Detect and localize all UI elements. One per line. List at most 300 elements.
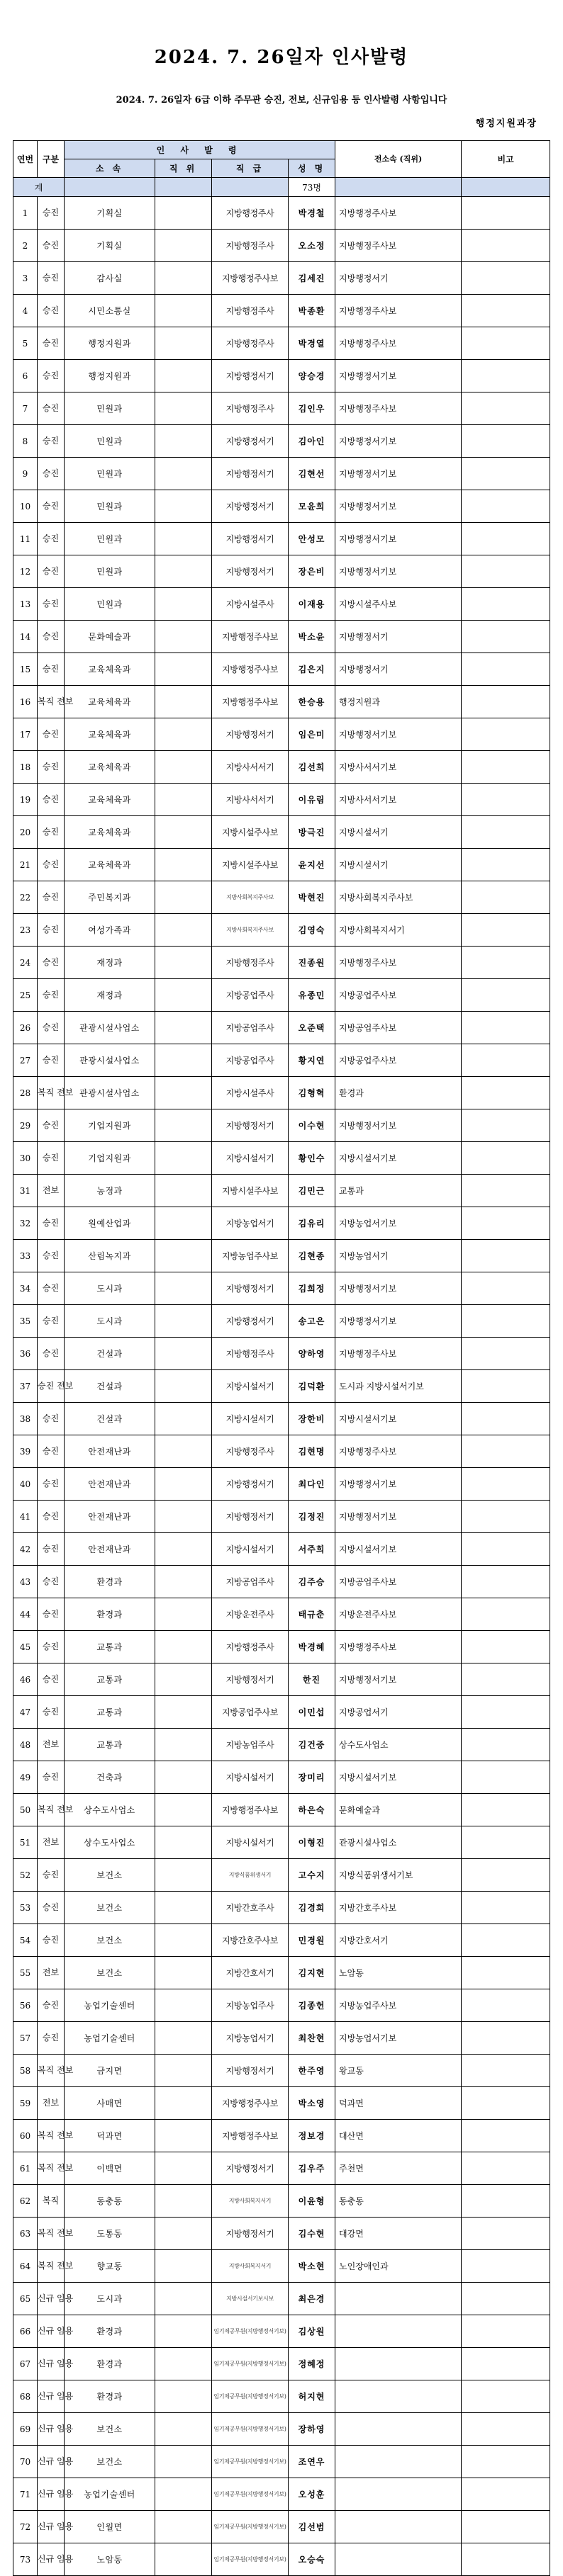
row-destination: 지방행정주사보	[335, 230, 462, 262]
row-destination: 상수도사업소	[335, 1729, 462, 1761]
row-destination: 지방사회복지서기	[335, 914, 462, 947]
row-destination: 지방시설서기보	[335, 1142, 462, 1175]
row-position	[155, 1240, 212, 1272]
row-position	[155, 425, 212, 458]
row-rank: 지방행정서기	[212, 490, 289, 523]
table-row	[13, 1305, 550, 1338]
row-note	[462, 1533, 550, 1566]
row-rank: 임기제공무원(지방행정서기보)	[212, 2348, 289, 2380]
row-office: 교육체육과	[65, 784, 155, 816]
row-destination: 지방행정주사보	[335, 327, 462, 360]
row-destination: 지방공업주사보	[335, 1012, 462, 1044]
table-row	[13, 1957, 550, 1989]
row-note	[462, 490, 550, 523]
row-note	[462, 947, 550, 979]
table-row	[13, 2185, 550, 2218]
row-kind: 신규 임용	[38, 2315, 65, 2348]
row-rank: 지방행정주사보	[212, 1794, 289, 1826]
row-position	[155, 490, 212, 523]
row-kind: 승진	[38, 490, 65, 523]
row-office: 교육체육과	[65, 686, 155, 718]
row-name: 오승숙	[289, 2543, 335, 2576]
row-name: 조연우	[289, 2446, 335, 2478]
row-position	[155, 230, 212, 262]
row-number: 67	[13, 2348, 38, 2380]
row-note	[462, 1370, 550, 1403]
row-position	[155, 2348, 212, 2380]
table-row	[13, 392, 550, 425]
row-destination: 지방시설서기	[335, 849, 462, 881]
row-rank: 지방행정주사	[212, 327, 289, 360]
row-kind: 승진	[38, 718, 65, 751]
row-rank: 지방행정서기	[212, 2055, 289, 2087]
row-destination: 지방행정주사보	[335, 197, 462, 230]
row-note	[462, 2022, 550, 2055]
table-row	[13, 458, 550, 490]
row-position	[155, 1109, 212, 1142]
row-note	[462, 1631, 550, 1663]
row-position	[155, 914, 212, 947]
row-destination: 덕과면	[335, 2087, 462, 2120]
row-office: 기획실	[65, 230, 155, 262]
row-office: 상수도사업소	[65, 1794, 155, 1826]
row-position	[155, 197, 212, 230]
row-name: 장한비	[289, 1403, 335, 1435]
row-destination: 노인장애인과	[335, 2250, 462, 2283]
row-kind: 승진	[38, 784, 65, 816]
row-destination: 지방행정주사보	[335, 1631, 462, 1663]
row-rank: 지방행정주사	[212, 1435, 289, 1468]
table-row	[13, 1109, 550, 1142]
row-note	[462, 1924, 550, 1957]
row-office: 민원과	[65, 425, 155, 458]
row-rank: 지방시설주사보	[212, 816, 289, 849]
row-name: 김세진	[289, 262, 335, 295]
row-office: 건설과	[65, 1370, 155, 1403]
row-note	[462, 1077, 550, 1109]
table-row	[13, 2315, 550, 2348]
row-kind: 승진	[38, 2022, 65, 2055]
row-number: 13	[13, 588, 38, 621]
row-position	[155, 2543, 212, 2576]
table-row	[13, 588, 550, 621]
row-name: 김유리	[289, 1207, 335, 1240]
row-position	[155, 2315, 212, 2348]
row-office: 관광시설사업소	[65, 1077, 155, 1109]
row-position	[155, 2055, 212, 2087]
row-rank: 지방운전주사	[212, 1598, 289, 1631]
header-position: 직 위	[155, 159, 212, 178]
row-note	[462, 1826, 550, 1859]
row-note	[462, 1859, 550, 1892]
row-kind: 승진	[38, 425, 65, 458]
row-destination: 주천면	[335, 2152, 462, 2185]
row-destination: 지방공업주사보	[335, 979, 462, 1012]
row-name: 김경희	[289, 1892, 335, 1924]
row-name: 양승경	[289, 360, 335, 392]
row-number: 52	[13, 1859, 38, 1892]
row-kind: 전보	[38, 1175, 65, 1207]
row-note	[462, 2185, 550, 2218]
row-note	[462, 458, 550, 490]
row-destination: 지방행정서기보	[335, 1305, 462, 1338]
row-rank: 지방행정서기	[212, 1663, 289, 1696]
table-row	[13, 686, 550, 718]
row-rank: 지방행정서기	[212, 1272, 289, 1305]
row-destination: 대산면	[335, 2120, 462, 2152]
row-rank: 지방농업서기	[212, 2022, 289, 2055]
row-rank: 지방행정주사	[212, 230, 289, 262]
row-kind: 신규 임용	[38, 2380, 65, 2413]
header-group: 인 사 발 령	[65, 141, 335, 159]
row-destination	[335, 2348, 462, 2380]
row-name: 임은미	[289, 718, 335, 751]
row-note	[462, 1598, 550, 1631]
row-destination: 지방행정서기보	[335, 360, 462, 392]
row-position	[155, 1077, 212, 1109]
row-office: 보건소	[65, 1892, 155, 1924]
row-destination: 지방행정서기보	[335, 1501, 462, 1533]
row-note	[462, 1468, 550, 1501]
row-office: 행정지원과	[65, 360, 155, 392]
row-note	[462, 621, 550, 653]
row-name: 김종헌	[289, 1989, 335, 2022]
row-kind: 복직 전보	[38, 686, 65, 718]
table-row	[13, 979, 550, 1012]
table-row	[13, 2152, 550, 2185]
row-position	[155, 1175, 212, 1207]
row-name: 정혜정	[289, 2348, 335, 2380]
row-note	[462, 1989, 550, 2022]
row-name: 한진	[289, 1663, 335, 1696]
row-office: 보건소	[65, 2446, 155, 2478]
row-position	[155, 2087, 212, 2120]
row-note	[462, 2446, 550, 2478]
row-number: 39	[13, 1435, 38, 1468]
table-row	[13, 621, 550, 653]
row-note	[462, 1044, 550, 1077]
row-office: 교육체육과	[65, 816, 155, 849]
row-kind: 전보	[38, 1957, 65, 1989]
table-row	[13, 1924, 550, 1957]
row-note	[462, 1892, 550, 1924]
row-office: 재정과	[65, 979, 155, 1012]
row-office: 기업지원과	[65, 1142, 155, 1175]
row-position	[155, 523, 212, 555]
row-position	[155, 1826, 212, 1859]
table-row	[13, 555, 550, 588]
row-note	[462, 849, 550, 881]
row-office: 동충동	[65, 2185, 155, 2218]
issuing-department: 행정지원과장	[475, 118, 537, 129]
row-kind: 신규 임용	[38, 2543, 65, 2576]
row-rank: 지방행정주사보	[212, 621, 289, 653]
row-office: 교육체육과	[65, 718, 155, 751]
row-position	[155, 1468, 212, 1501]
row-note	[462, 751, 550, 784]
table-row	[13, 523, 550, 555]
table-row	[13, 490, 550, 523]
row-position	[155, 1924, 212, 1957]
row-destination: 지방시설서기보	[335, 1403, 462, 1435]
row-position	[155, 1044, 212, 1077]
row-destination	[335, 2413, 462, 2446]
row-office: 민원과	[65, 523, 155, 555]
row-office: 안전재난과	[65, 1533, 155, 1566]
row-office: 기획실	[65, 197, 155, 230]
row-office: 보건소	[65, 2413, 155, 2446]
table-row	[13, 784, 550, 816]
row-note	[462, 262, 550, 295]
row-destination: 도시과 지방시설서기보	[335, 1370, 462, 1403]
row-destination: 지방행정서기보	[335, 1663, 462, 1696]
row-office: 민원과	[65, 392, 155, 425]
row-position	[155, 1761, 212, 1794]
row-rank: 지방공업주사	[212, 979, 289, 1012]
row-kind: 승진	[38, 816, 65, 849]
row-note	[462, 2152, 550, 2185]
row-position	[155, 1012, 212, 1044]
row-name: 김선범	[289, 2511, 335, 2543]
row-name: 김정진	[289, 1501, 335, 1533]
row-destination: 지방식품위생서기보	[335, 1859, 462, 1892]
row-name: 장하영	[289, 2413, 335, 2446]
row-rank: 지방농업서기	[212, 1207, 289, 1240]
row-kind: 승진	[38, 947, 65, 979]
row-name: 서주희	[289, 1533, 335, 1566]
row-kind: 복직 전보	[38, 1077, 65, 1109]
row-office: 환경과	[65, 2348, 155, 2380]
row-note	[462, 230, 550, 262]
row-kind: 신규 임용	[38, 2283, 65, 2315]
table-row	[13, 2348, 550, 2380]
row-office: 농업기술센터	[65, 2022, 155, 2055]
row-number: 42	[13, 1533, 38, 1566]
row-rank: 지방행정주사	[212, 197, 289, 230]
table-row	[13, 2022, 550, 2055]
row-name: 하은숙	[289, 1794, 335, 1826]
table-row	[13, 751, 550, 784]
row-kind: 승진	[38, 751, 65, 784]
row-rank: 지방행정주사보	[212, 686, 289, 718]
row-kind: 승진	[38, 881, 65, 914]
row-position	[155, 327, 212, 360]
row-office: 농정과	[65, 1175, 155, 1207]
row-destination: 지방시설서기보	[335, 1761, 462, 1794]
row-name: 김상원	[289, 2315, 335, 2348]
row-destination: 지방행정서기보	[335, 555, 462, 588]
row-note	[462, 2120, 550, 2152]
row-rank: 지방사회복지서기	[212, 2185, 289, 2218]
row-rank: 지방행정서기	[212, 458, 289, 490]
row-kind: 전보	[38, 1729, 65, 1761]
row-note	[462, 1435, 550, 1468]
row-kind: 승진	[38, 295, 65, 327]
row-rank: 지방시설서기	[212, 1370, 289, 1403]
row-rank: 지방행정주사보	[212, 2120, 289, 2152]
row-number: 6	[13, 360, 38, 392]
row-destination: 교통과	[335, 1175, 462, 1207]
row-destination: 지방시설서기보	[335, 1533, 462, 1566]
table-row	[13, 2511, 550, 2543]
table-row	[13, 653, 550, 686]
table-row	[13, 2283, 550, 2315]
row-number: 12	[13, 555, 38, 588]
row-office: 사매면	[65, 2087, 155, 2120]
row-office: 도통동	[65, 2218, 155, 2250]
table-row	[13, 1892, 550, 1924]
row-name: 박소영	[289, 2087, 335, 2120]
row-name: 황지연	[289, 1044, 335, 1077]
row-office: 안전재난과	[65, 1468, 155, 1501]
row-number: 27	[13, 1044, 38, 1077]
table-row	[13, 1175, 550, 1207]
row-rank: 지방행정주사	[212, 1631, 289, 1663]
row-office: 보건소	[65, 1859, 155, 1892]
row-name: 윤지선	[289, 849, 335, 881]
row-number: 8	[13, 425, 38, 458]
row-office: 안전재난과	[65, 1435, 155, 1468]
row-kind: 승진	[38, 1207, 65, 1240]
row-rank: 지방시설주사보	[212, 849, 289, 881]
row-rank: 지방시설서기	[212, 1533, 289, 1566]
row-kind: 전보	[38, 1826, 65, 1859]
table-row	[13, 1272, 550, 1305]
row-kind: 승진	[38, 1566, 65, 1598]
row-number: 5	[13, 327, 38, 360]
row-rank: 지방행정주사보	[212, 653, 289, 686]
row-position	[155, 718, 212, 751]
row-office: 상수도사업소	[65, 1826, 155, 1859]
row-name: 최은경	[289, 2283, 335, 2315]
row-office: 시민소통실	[65, 295, 155, 327]
table-row	[13, 816, 550, 849]
row-rank: 지방사회복지주사보	[212, 881, 289, 914]
row-destination: 지방시설주사보	[335, 588, 462, 621]
row-rank: 임기제공무원(지방행정서기보)	[212, 2511, 289, 2543]
row-number: 24	[13, 947, 38, 979]
row-number: 34	[13, 1272, 38, 1305]
row-position	[155, 686, 212, 718]
row-office: 민원과	[65, 588, 155, 621]
row-name: 김현명	[289, 1435, 335, 1468]
row-name: 박소윤	[289, 621, 335, 653]
table-row	[13, 1370, 550, 1403]
row-note	[462, 1403, 550, 1435]
row-number: 14	[13, 621, 38, 653]
row-destination: 지방행정서기보	[335, 458, 462, 490]
row-note	[462, 1338, 550, 1370]
row-note	[462, 1272, 550, 1305]
table-row	[13, 881, 550, 914]
document-subtitle: 2024. 7. 26일자 6급 이하 주무관 승진, 전보, 신규임용 등 인사발령 사항입니다	[116, 95, 447, 106]
table-row	[13, 2055, 550, 2087]
row-destination: 왕교동	[335, 2055, 462, 2087]
row-note	[462, 1501, 550, 1533]
row-name: 허지현	[289, 2380, 335, 2413]
row-note	[462, 1761, 550, 1794]
row-note	[462, 881, 550, 914]
row-position	[155, 2511, 212, 2543]
row-name: 김형혁	[289, 1077, 335, 1109]
row-destination: 지방사서서기보	[335, 751, 462, 784]
table-row	[13, 1859, 550, 1892]
row-number: 22	[13, 881, 38, 914]
row-number: 23	[13, 914, 38, 947]
row-destination	[335, 2511, 462, 2543]
table-row	[13, 1207, 550, 1240]
row-rank: 지방행정주사	[212, 947, 289, 979]
table-row	[13, 295, 550, 327]
row-position	[155, 1696, 212, 1729]
table-row	[13, 1729, 550, 1761]
row-kind: 승진	[38, 327, 65, 360]
row-destination: 지방행정서기보	[335, 1109, 462, 1142]
row-note	[462, 360, 550, 392]
row-number: 73	[13, 2543, 38, 2576]
row-note	[462, 1240, 550, 1272]
row-number: 58	[13, 2055, 38, 2087]
row-name: 김아인	[289, 425, 335, 458]
row-position	[155, 1338, 212, 1370]
row-office: 환경과	[65, 2380, 155, 2413]
row-office: 건설과	[65, 1338, 155, 1370]
row-number: 68	[13, 2380, 38, 2413]
row-position	[155, 1892, 212, 1924]
row-name: 장은비	[289, 555, 335, 588]
row-destination: 지방행정주사보	[335, 947, 462, 979]
table-row	[13, 947, 550, 979]
row-rank: 지방농업주사	[212, 1989, 289, 2022]
row-kind: 승진	[38, 1044, 65, 1077]
row-name: 박경혜	[289, 1631, 335, 1663]
row-kind: 승진	[38, 621, 65, 653]
row-name: 오소정	[289, 230, 335, 262]
table-row	[13, 1631, 550, 1663]
row-number: 3	[13, 262, 38, 295]
row-kind: 승진	[38, 1598, 65, 1631]
row-office: 교육체육과	[65, 653, 155, 686]
row-rank: 지방공업주사보	[212, 1696, 289, 1729]
row-kind: 복직 전보	[38, 2152, 65, 2185]
header-rank: 직 급	[212, 159, 289, 178]
row-office: 건설과	[65, 1403, 155, 1435]
row-number: 55	[13, 1957, 38, 1989]
row-kind: 승진 전보	[38, 1370, 65, 1403]
document-title: 2024. 7. 26일자 인사발령	[154, 47, 409, 68]
table-row	[13, 1403, 550, 1435]
row-destination: 지방간호주사보	[335, 1892, 462, 1924]
row-position	[155, 849, 212, 881]
row-name: 김현종	[289, 1240, 335, 1272]
row-number: 51	[13, 1826, 38, 1859]
row-office: 교육체육과	[65, 751, 155, 784]
row-note	[462, 2348, 550, 2380]
row-rank: 지방시설서기	[212, 1142, 289, 1175]
row-destination: 지방행정서기보	[335, 523, 462, 555]
table-row	[13, 2250, 550, 2283]
row-kind: 승진	[38, 1631, 65, 1663]
row-kind: 승진	[38, 1338, 65, 1370]
row-position	[155, 2185, 212, 2218]
row-rank: 지방행정서기	[212, 1305, 289, 1338]
row-number: 43	[13, 1566, 38, 1598]
row-name: 이유림	[289, 784, 335, 816]
row-note	[462, 1729, 550, 1761]
row-name: 김민근	[289, 1175, 335, 1207]
row-office: 보건소	[65, 1924, 155, 1957]
row-kind: 승진	[38, 1924, 65, 1957]
